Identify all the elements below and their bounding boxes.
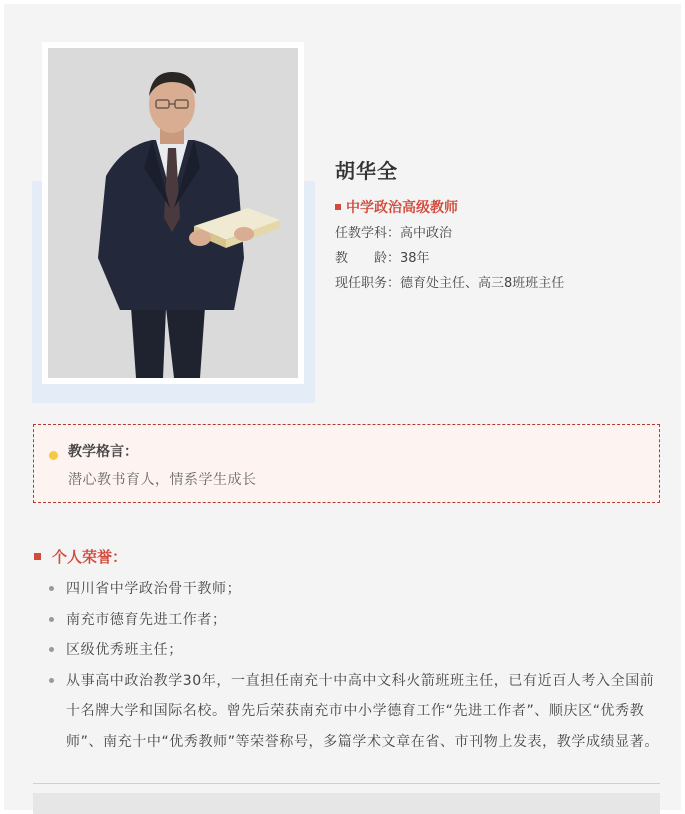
teacher-title-text: 中学政治高级教师 [346,200,458,216]
title-marker-icon [335,204,341,210]
photo-frame [42,42,304,384]
profile-card [4,4,681,810]
years-row [335,247,430,266]
position-row [335,272,564,291]
teacher-photo [48,48,298,378]
bullet-dot-icon [49,451,58,460]
list-item: 南充市德育先进工作者； [48,605,666,636]
teacher-illustration [48,48,298,378]
years-label: 教 龄： [335,251,401,266]
motto-heading: 教学格言： [68,444,138,460]
subject-value: 高中政治 [400,226,453,241]
honors-heading [34,546,127,567]
next-section-bar [33,793,660,814]
honors-marker-icon [34,553,41,560]
years-value: 38年 [400,251,430,266]
subject-label: 任教学科： [335,226,401,241]
list-item: 区级优秀班主任； [48,635,666,666]
section-divider [33,783,660,784]
position-value: 德育处主任、高三8班班主任 [400,276,565,291]
motto-box [33,424,660,503]
motto-text: 潜心教书育人，情系学生成长 [68,472,257,488]
list-item: 四川省中学政治骨干教师； [48,574,666,605]
honors-list [48,574,666,757]
subject-row [335,222,452,241]
position-label: 现任职务： [335,276,401,291]
teacher-name: 胡华全 [335,159,398,183]
teacher-title [335,197,458,217]
list-item: 从事高中政治教学30年，一直担任南充十中高中文科火箭班班主任，已有近百人考入全国前十名牌大学和国际名校。曾先后荣获南充市中小学德育工作“先进工作者”、顺庆区“优秀教师”、南充十中“优秀教师”等荣誉称号，多篇学术文章在省、市刊物上发表，教学成绩显著。 [48,666,666,758]
honors-heading-text: 个人荣誉： [52,548,128,566]
